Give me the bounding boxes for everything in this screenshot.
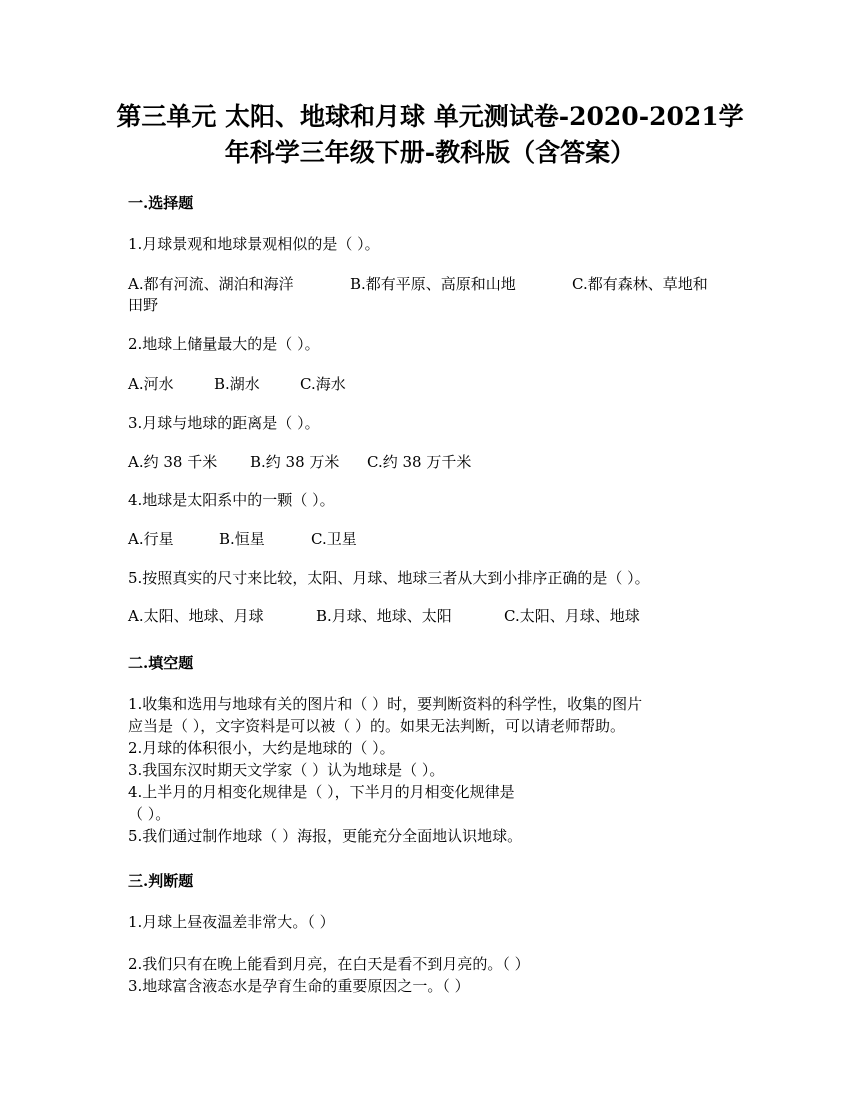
option-b: B.湖水 [214,375,260,393]
option-a: A.太阳、地球、月球 [128,607,264,625]
option-a: A.河水 [128,375,174,393]
document-title-line-1: 第三单元 太阳、地球和月球 单元测试卷-2020-2021学 [116,102,744,131]
option-b: B.月球、地球、太阳 [316,607,452,625]
section-heading-true-false: 三.判断题 [128,872,194,890]
fill-blank-line: 4.上半月的月相变化规律是（ ），下半月的月相变化规律是 [128,783,515,801]
fill-blank-line: 1.收集和选用与地球有关的图片和（ ）时，要判断资料的科学性，收集的图片 [128,695,643,713]
document-title-line-2: 年科学三年级下册-教科版（含答案） [224,138,636,167]
option-c: C.卫星 [311,530,357,548]
question-stem: 5.按照真实的尺寸来比较，太阳、月球、地球三者从大到小排序正确的是（ ）。 [128,569,650,587]
option-a: A.都有河流、湖泊和海洋 [128,275,294,293]
question-stem: 3.月球与地球的距离是（ ）。 [128,414,320,432]
question-stem: 2.地球上储量最大的是（ ）。 [128,335,320,353]
option-c: C.太阳、月球、地球 [504,607,640,625]
true-false-line: 3.地球富含液态水是孕育生命的重要原因之一。（ ） [128,977,470,995]
section-heading-choice: 一.选择题 [128,194,194,212]
question-options [128,374,346,394]
option-c: C.海水 [300,375,346,393]
fill-blank-line: （ ）。 [128,805,171,823]
option-b: B.约 38 万米 [250,453,340,471]
question-stem: 1.月球景观和地球景观相似的是（ ）。 [128,235,380,253]
option-b: B.都有平原、高原和山地 [350,275,516,293]
fill-blank-line: 应当是（ ），文字资料是可以被（ ）的。如果无法判断，可以请老师帮助。 [128,717,626,735]
question-stem: 4.地球是太阳系中的一颗（ ）。 [128,491,335,509]
option-a: A.行星 [128,530,174,548]
question-options [128,274,708,294]
option-c: C.约 38 万千米 [367,453,472,471]
option-a: A.约 38 千米 [128,453,218,471]
true-false-line: 1.月球上昼夜温差非常大。（ ） [128,913,335,931]
question-options [128,606,640,626]
question-options [128,452,471,472]
section-heading-fill-blank: 二.填空题 [128,654,194,672]
fill-blank-line: 3.我国东汉时期天文学家（ ）认为地球是（ ）。 [128,761,445,779]
question-options [128,529,357,549]
true-false-line: 2.我们只有在晚上能看到月亮，在白天是看不到月亮的。（ ） [128,955,530,973]
option-b: B.恒星 [219,530,265,548]
option-c-wrap: 田野 [128,296,159,314]
option-c: C.都有森林、草地和 [572,275,708,293]
fill-blank-line: 5.我们通过制作地球（ ）海报，更能充分全面地认识地球。 [128,827,523,845]
fill-blank-line: 2.月球的体积很小，大约是地球的（ ）。 [128,739,395,757]
